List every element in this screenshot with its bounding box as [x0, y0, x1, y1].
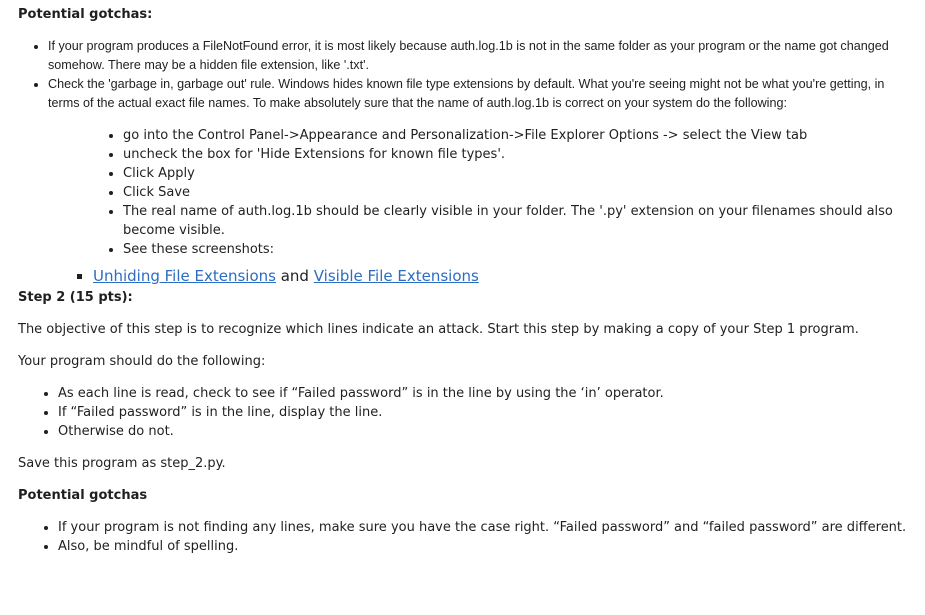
document-page	[18, 5, 908, 556]
list-item: • As each line is read, check to see if “Failed password” is in the line by using the ‘in’ operator.	[58, 384, 908, 403]
list-item	[48, 75, 908, 113]
list-item	[93, 265, 908, 287]
list-item: • uncheck the box for 'Hide Extensions for known file types'.	[123, 145, 908, 164]
list-item: • The real name of auth.log.1b should be clearly visible in your folder. The '.py' extension on your filenames should also become visible.	[123, 202, 908, 240]
list-item: • go into the Control Panel->Appearance and Personalization->File Explorer Options -> select the View tab	[123, 126, 908, 145]
list-item-text: Check the 'garbage in, garbage out' rule. Windows hides known file type extensions by default. What you're seeing might not be what you're getting, in terms of the actual exact file names. To make absolutely sure that the name of auth.log.1b is correct on your system do the following:	[48, 77, 885, 110]
list-item: • Click Save	[123, 183, 908, 202]
link-joiner: and	[275, 267, 314, 285]
list-item: • If your program produces a FileNotFound error, it is most likely because auth.log.1b is not in the same folder as your program or the name got changed somehow. There may be a hidden file extension, like '.txt'.	[48, 37, 908, 75]
gotchas2-heading: Potential gotchas	[18, 488, 148, 503]
list-item: • Click Apply	[123, 164, 908, 183]
list-item: • If “Failed password” is in the line, display the line.	[58, 403, 908, 422]
gotchas-list	[18, 37, 908, 113]
steps-list	[18, 126, 908, 259]
visible-extensions-link[interactable]: Visible File Extensions	[313, 267, 479, 285]
step2-list	[18, 384, 908, 441]
step2-objective: The objective of this step is to recognize which lines indicate an attack. Start this step by making a copy of your Step 1 program.	[18, 322, 859, 337]
gotchas2-list	[18, 518, 908, 556]
step2-save-note: Save this program as step_2.py.	[18, 456, 226, 471]
step2-intro: Your program should do the following:	[18, 354, 266, 369]
list-item: • Also, be mindful of spelling.	[58, 537, 908, 556]
list-item: • If your program is not finding any lines, make sure you have the case right. “Failed password” and “failed password” are different.	[58, 518, 908, 537]
gotchas-heading: Potential gotchas:	[18, 7, 153, 22]
list-item: • Otherwise do not.	[58, 422, 908, 441]
screenshot-links-list	[18, 265, 908, 287]
step2-heading: Step 2 (15 pts):	[18, 290, 133, 305]
unhiding-extensions-link[interactable]: Unhiding File Extensions	[93, 267, 276, 285]
list-item: • See these screenshots:	[123, 240, 908, 259]
